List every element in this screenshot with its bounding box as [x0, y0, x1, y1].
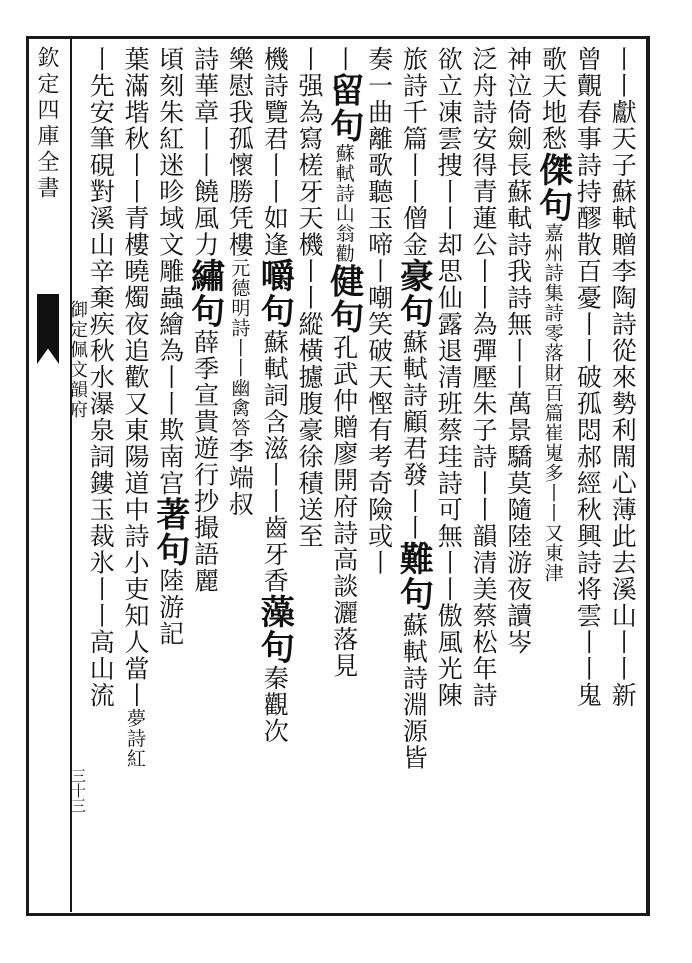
entry-heading: 傑句	[532, 152, 573, 223]
entry-heading: 著句	[149, 496, 190, 568]
text-segment: 旅詩千篇丨丨僧金	[399, 46, 429, 258]
text-segment: 歌天地愁	[538, 46, 568, 152]
text-column	[466, 46, 500, 906]
text-segment: 頃刻朱紅迷昣域	[155, 46, 185, 232]
text-column	[292, 46, 326, 906]
text-segment: 元德明詩丨丨幽禽答	[228, 258, 251, 438]
text-segment: 蘇軾詩顧君發丨丨	[399, 329, 429, 541]
entry-heading: 健句	[323, 263, 364, 335]
text-segment: 丨强為寫槎牙	[295, 46, 324, 205]
text-segment: 曾覿春事詩持醪散百憂丨丨破孤悶郝經秋興詩将雲丨丨鬼	[573, 46, 603, 709]
text-column	[393, 46, 434, 906]
entry-heading: 留句	[323, 72, 364, 144]
text-column	[323, 46, 364, 906]
text-segment: 泛舟詩安得青蓮公丨丨為彈壓朱子詩丨丨韻清美蔡松年詩	[469, 46, 498, 709]
entry-heading: 藻句	[254, 594, 295, 665]
collection-title: 欽定四庫全書	[34, 46, 59, 202]
text-column	[431, 46, 465, 906]
text-segment: 薛季宣貴遊行抄撮語麗	[190, 329, 220, 594]
text-segment: 葉滿堦秋丨丨青樓曉燭夜追歡又東陽道中詩小吏知人當丨	[121, 46, 150, 709]
text-segment: 天機丨丨縱橫攄腹豪徐積送至	[295, 205, 324, 550]
text-segment: 丨丨獻天子蘇軾贈李陶詩從來勢利閙心薄此去溪山丨丨新	[608, 46, 638, 709]
page-number: 三十三	[69, 768, 87, 813]
text-segment: 有考奇險或丨	[364, 417, 394, 576]
entry-heading: 繡句	[184, 258, 225, 329]
text-segment: 秦觀次	[260, 665, 290, 745]
text-segment: 丨嘲笑破天慳	[364, 258, 394, 417]
text-segment: 蘇軾詞含滋丨丨齒牙香	[260, 329, 290, 594]
text-segment: 蘇軾詩山翁勸	[332, 143, 355, 264]
text-segment: 蘇軾詩淵源皆	[399, 612, 429, 771]
text-column	[222, 46, 256, 906]
text-column	[149, 46, 190, 906]
text-segment: 機詩覽君丨丨如逢	[260, 46, 290, 258]
text-segment: 樂慰我孤懷勝凭樓	[225, 46, 255, 258]
book-title: 御定佩文韻府	[67, 300, 88, 420]
text-segment: 蘇軾詩我詩無丨丨萬景驕莫隨陸游夜讀岑	[503, 178, 533, 656]
text-segment: 李端叔	[225, 438, 255, 518]
text-column	[605, 46, 639, 906]
text-column	[532, 46, 573, 906]
text-column	[184, 46, 225, 906]
entry-heading: 嚼句	[254, 258, 295, 329]
text-segment: 孔武仲贈廖開府詩高談灑落見	[329, 334, 359, 679]
fish-tail-mark	[37, 294, 59, 364]
entry-heading: 豪句	[393, 258, 434, 329]
text-column	[83, 46, 117, 906]
text-column	[254, 46, 295, 906]
text-segment: 欲立凍雲捜丨丨却思仙露退清班蔡珪詩可無丨丨傲風光陳	[434, 46, 464, 709]
text-segment: 嘉州詩集詩零落財百篇崔嵬多丨丨又東津	[541, 223, 564, 583]
text-segment: 夢詩紅	[124, 708, 146, 769]
text-segment: 奏一曲離歌聽玉啼	[364, 46, 394, 258]
entry-heading: 難句	[393, 541, 434, 612]
text-segment: 丨先安筆硯對溪山辛棄疾秋水瀑泉詞鏤玉裁氷丨丨高山流	[86, 46, 116, 709]
text-segment: 神泣倚劍長	[503, 46, 533, 179]
text-column	[570, 46, 604, 906]
text-segment: 文雕蟲繪為丨丨欺南宫	[155, 231, 185, 497]
text-column	[501, 46, 535, 906]
text-segment: 丨	[329, 46, 359, 73]
text-column	[118, 46, 152, 906]
text-column	[362, 46, 396, 906]
text-segment: 詩華章丨丨饒風力	[190, 46, 220, 258]
text-segment: 陸游記	[155, 567, 185, 647]
